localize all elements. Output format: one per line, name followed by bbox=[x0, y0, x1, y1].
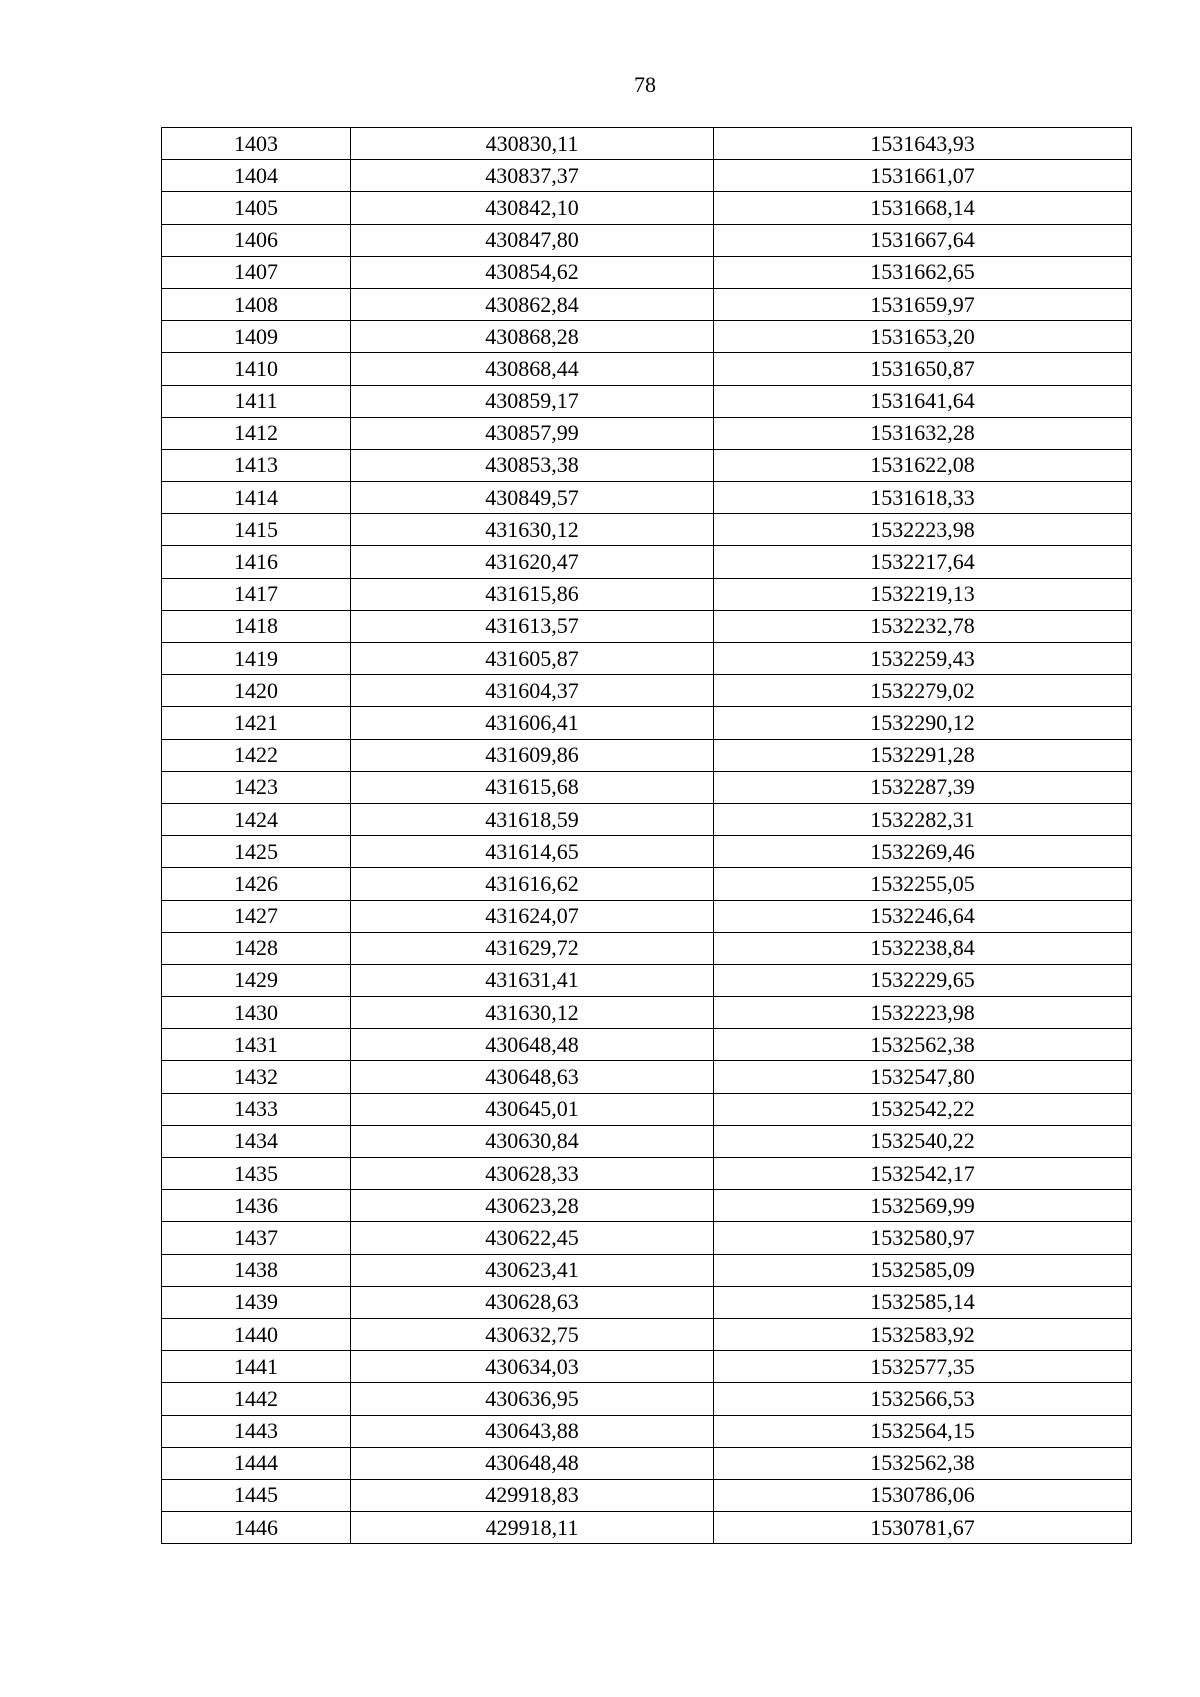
table-row bbox=[162, 385, 1132, 417]
point-number-cell: 1403 bbox=[162, 128, 351, 160]
x-coordinate-cell: 430837,37 bbox=[351, 160, 714, 192]
x-coordinate-cell: 430632,75 bbox=[351, 1318, 714, 1350]
x-coordinate-cell: 431609,86 bbox=[351, 739, 714, 771]
point-number-cell: 1417 bbox=[162, 578, 351, 610]
point-number-cell: 1431 bbox=[162, 1029, 351, 1061]
x-coordinate-cell: 429918,83 bbox=[351, 1479, 714, 1511]
point-number-cell: 1443 bbox=[162, 1415, 351, 1447]
x-coordinate-cell: 431606,41 bbox=[351, 707, 714, 739]
table-row bbox=[162, 514, 1132, 546]
x-coordinate-cell: 431630,12 bbox=[351, 514, 714, 546]
table-row bbox=[162, 1286, 1132, 1318]
point-number-cell: 1432 bbox=[162, 1061, 351, 1093]
y-coordinate-cell: 1532291,28 bbox=[714, 739, 1132, 771]
table-row bbox=[162, 192, 1132, 224]
x-coordinate-cell: 431605,87 bbox=[351, 643, 714, 675]
x-coordinate-cell: 431620,47 bbox=[351, 546, 714, 578]
point-number-cell: 1446 bbox=[162, 1512, 351, 1544]
x-coordinate-cell: 430648,63 bbox=[351, 1061, 714, 1093]
point-number-cell: 1416 bbox=[162, 546, 351, 578]
point-number-cell: 1413 bbox=[162, 449, 351, 481]
y-coordinate-cell: 1532585,14 bbox=[714, 1286, 1132, 1318]
x-coordinate-cell: 431614,65 bbox=[351, 836, 714, 868]
table-row bbox=[162, 610, 1132, 642]
x-coordinate-cell: 431604,37 bbox=[351, 675, 714, 707]
y-coordinate-cell: 1531667,64 bbox=[714, 224, 1132, 256]
y-coordinate-cell: 1531622,08 bbox=[714, 449, 1132, 481]
y-coordinate-cell: 1531650,87 bbox=[714, 353, 1132, 385]
y-coordinate-cell: 1532542,17 bbox=[714, 1158, 1132, 1190]
x-coordinate-cell: 430862,84 bbox=[351, 288, 714, 320]
point-number-cell: 1445 bbox=[162, 1479, 351, 1511]
table-row bbox=[162, 1512, 1132, 1544]
point-number-cell: 1428 bbox=[162, 932, 351, 964]
y-coordinate-cell: 1531632,28 bbox=[714, 417, 1132, 449]
x-coordinate-cell: 430854,62 bbox=[351, 256, 714, 288]
table-row bbox=[162, 739, 1132, 771]
x-coordinate-cell: 431630,12 bbox=[351, 997, 714, 1029]
point-number-cell: 1427 bbox=[162, 900, 351, 932]
table-row bbox=[162, 1222, 1132, 1254]
point-number-cell: 1424 bbox=[162, 803, 351, 835]
x-coordinate-cell: 430645,01 bbox=[351, 1093, 714, 1125]
point-number-cell: 1426 bbox=[162, 868, 351, 900]
y-coordinate-cell: 1531618,33 bbox=[714, 482, 1132, 514]
x-coordinate-cell: 431615,86 bbox=[351, 578, 714, 610]
point-number-cell: 1418 bbox=[162, 610, 351, 642]
x-coordinate-cell: 430623,28 bbox=[351, 1190, 714, 1222]
table-row bbox=[162, 803, 1132, 835]
y-coordinate-cell: 1530786,06 bbox=[714, 1479, 1132, 1511]
x-coordinate-cell: 430628,63 bbox=[351, 1286, 714, 1318]
x-coordinate-cell: 431624,07 bbox=[351, 900, 714, 932]
y-coordinate-cell: 1532542,22 bbox=[714, 1093, 1132, 1125]
point-number-cell: 1433 bbox=[162, 1093, 351, 1125]
point-number-cell: 1437 bbox=[162, 1222, 351, 1254]
point-number-cell: 1444 bbox=[162, 1447, 351, 1479]
table-row bbox=[162, 900, 1132, 932]
point-number-cell: 1422 bbox=[162, 739, 351, 771]
x-coordinate-cell: 431631,41 bbox=[351, 964, 714, 996]
x-coordinate-cell: 430648,48 bbox=[351, 1447, 714, 1479]
coordinates-table-body bbox=[162, 128, 1132, 1544]
point-number-cell: 1409 bbox=[162, 321, 351, 353]
point-number-cell: 1420 bbox=[162, 675, 351, 707]
point-number-cell: 1430 bbox=[162, 997, 351, 1029]
table-row bbox=[162, 1383, 1132, 1415]
table-row bbox=[162, 1479, 1132, 1511]
table-row bbox=[162, 675, 1132, 707]
table-row bbox=[162, 128, 1132, 160]
table-row bbox=[162, 1125, 1132, 1157]
table-row bbox=[162, 1158, 1132, 1190]
table-row bbox=[162, 868, 1132, 900]
y-coordinate-cell: 1532580,97 bbox=[714, 1222, 1132, 1254]
table-row bbox=[162, 1061, 1132, 1093]
x-coordinate-cell: 429918,11 bbox=[351, 1512, 714, 1544]
x-coordinate-cell: 430859,17 bbox=[351, 385, 714, 417]
table-row bbox=[162, 160, 1132, 192]
x-coordinate-cell: 430849,57 bbox=[351, 482, 714, 514]
table-row bbox=[162, 417, 1132, 449]
y-coordinate-cell: 1531653,20 bbox=[714, 321, 1132, 353]
x-coordinate-cell: 431629,72 bbox=[351, 932, 714, 964]
table-row bbox=[162, 1254, 1132, 1286]
coordinates-table bbox=[161, 127, 1132, 1544]
x-coordinate-cell: 430628,33 bbox=[351, 1158, 714, 1190]
point-number-cell: 1415 bbox=[162, 514, 351, 546]
point-number-cell: 1429 bbox=[162, 964, 351, 996]
y-coordinate-cell: 1532287,39 bbox=[714, 771, 1132, 803]
y-coordinate-cell: 1532566,53 bbox=[714, 1383, 1132, 1415]
y-coordinate-cell: 1532583,92 bbox=[714, 1318, 1132, 1350]
page-number: 78 bbox=[634, 72, 656, 97]
y-coordinate-cell: 1532246,64 bbox=[714, 900, 1132, 932]
point-number-cell: 1414 bbox=[162, 482, 351, 514]
table-row bbox=[162, 1447, 1132, 1479]
table-row bbox=[162, 482, 1132, 514]
y-coordinate-cell: 1532577,35 bbox=[714, 1351, 1132, 1383]
y-coordinate-cell: 1532223,98 bbox=[714, 997, 1132, 1029]
y-coordinate-cell: 1532269,46 bbox=[714, 836, 1132, 868]
point-number-cell: 1408 bbox=[162, 288, 351, 320]
x-coordinate-cell: 430853,38 bbox=[351, 449, 714, 481]
table-row bbox=[162, 578, 1132, 610]
x-coordinate-cell: 430623,41 bbox=[351, 1254, 714, 1286]
point-number-cell: 1404 bbox=[162, 160, 351, 192]
y-coordinate-cell: 1532279,02 bbox=[714, 675, 1132, 707]
point-number-cell: 1423 bbox=[162, 771, 351, 803]
y-coordinate-cell: 1532223,98 bbox=[714, 514, 1132, 546]
point-number-cell: 1434 bbox=[162, 1125, 351, 1157]
y-coordinate-cell: 1532232,78 bbox=[714, 610, 1132, 642]
point-number-cell: 1442 bbox=[162, 1383, 351, 1415]
point-number-cell: 1405 bbox=[162, 192, 351, 224]
table-row bbox=[162, 321, 1132, 353]
x-coordinate-cell: 430630,84 bbox=[351, 1125, 714, 1157]
y-coordinate-cell: 1532547,80 bbox=[714, 1061, 1132, 1093]
x-coordinate-cell: 430643,88 bbox=[351, 1415, 714, 1447]
point-number-cell: 1421 bbox=[162, 707, 351, 739]
y-coordinate-cell: 1532255,05 bbox=[714, 868, 1132, 900]
y-coordinate-cell: 1531643,93 bbox=[714, 128, 1132, 160]
table-row bbox=[162, 1351, 1132, 1383]
table-row bbox=[162, 1029, 1132, 1061]
point-number-cell: 1439 bbox=[162, 1286, 351, 1318]
x-coordinate-cell: 431613,57 bbox=[351, 610, 714, 642]
y-coordinate-cell: 1532585,09 bbox=[714, 1254, 1132, 1286]
table-row bbox=[162, 353, 1132, 385]
point-number-cell: 1411 bbox=[162, 385, 351, 417]
y-coordinate-cell: 1532540,22 bbox=[714, 1125, 1132, 1157]
point-number-cell: 1419 bbox=[162, 643, 351, 675]
table-row bbox=[162, 707, 1132, 739]
x-coordinate-cell: 430847,80 bbox=[351, 224, 714, 256]
y-coordinate-cell: 1530781,67 bbox=[714, 1512, 1132, 1544]
y-coordinate-cell: 1532219,13 bbox=[714, 578, 1132, 610]
table-row bbox=[162, 1318, 1132, 1350]
table-row bbox=[162, 771, 1132, 803]
y-coordinate-cell: 1531641,64 bbox=[714, 385, 1132, 417]
point-number-cell: 1425 bbox=[162, 836, 351, 868]
x-coordinate-cell: 431616,62 bbox=[351, 868, 714, 900]
x-coordinate-cell: 430857,99 bbox=[351, 417, 714, 449]
y-coordinate-cell: 1531662,65 bbox=[714, 256, 1132, 288]
x-coordinate-cell: 430648,48 bbox=[351, 1029, 714, 1061]
y-coordinate-cell: 1532564,15 bbox=[714, 1415, 1132, 1447]
y-coordinate-cell: 1531659,97 bbox=[714, 288, 1132, 320]
table-row bbox=[162, 546, 1132, 578]
y-coordinate-cell: 1531661,07 bbox=[714, 160, 1132, 192]
x-coordinate-cell: 431615,68 bbox=[351, 771, 714, 803]
table-row bbox=[162, 997, 1132, 1029]
table-row bbox=[162, 224, 1132, 256]
x-coordinate-cell: 431618,59 bbox=[351, 803, 714, 835]
y-coordinate-cell: 1531668,14 bbox=[714, 192, 1132, 224]
table-row bbox=[162, 836, 1132, 868]
x-coordinate-cell: 430636,95 bbox=[351, 1383, 714, 1415]
table-row bbox=[162, 932, 1132, 964]
y-coordinate-cell: 1532569,99 bbox=[714, 1190, 1132, 1222]
point-number-cell: 1435 bbox=[162, 1158, 351, 1190]
point-number-cell: 1407 bbox=[162, 256, 351, 288]
x-coordinate-cell: 430868,44 bbox=[351, 353, 714, 385]
x-coordinate-cell: 430842,10 bbox=[351, 192, 714, 224]
x-coordinate-cell: 430830,11 bbox=[351, 128, 714, 160]
point-number-cell: 1440 bbox=[162, 1318, 351, 1350]
point-number-cell: 1436 bbox=[162, 1190, 351, 1222]
table-row bbox=[162, 256, 1132, 288]
table-row bbox=[162, 964, 1132, 996]
y-coordinate-cell: 1532238,84 bbox=[714, 932, 1132, 964]
y-coordinate-cell: 1532562,38 bbox=[714, 1447, 1132, 1479]
y-coordinate-cell: 1532290,12 bbox=[714, 707, 1132, 739]
table-row bbox=[162, 288, 1132, 320]
x-coordinate-cell: 430622,45 bbox=[351, 1222, 714, 1254]
table-row bbox=[162, 1093, 1132, 1125]
table-row bbox=[162, 449, 1132, 481]
point-number-cell: 1438 bbox=[162, 1254, 351, 1286]
y-coordinate-cell: 1532282,31 bbox=[714, 803, 1132, 835]
y-coordinate-cell: 1532217,64 bbox=[714, 546, 1132, 578]
point-number-cell: 1410 bbox=[162, 353, 351, 385]
table-row bbox=[162, 1190, 1132, 1222]
y-coordinate-cell: 1532562,38 bbox=[714, 1029, 1132, 1061]
point-number-cell: 1412 bbox=[162, 417, 351, 449]
table-row bbox=[162, 643, 1132, 675]
point-number-cell: 1441 bbox=[162, 1351, 351, 1383]
y-coordinate-cell: 1532229,65 bbox=[714, 964, 1132, 996]
x-coordinate-cell: 430868,28 bbox=[351, 321, 714, 353]
table-row bbox=[162, 1415, 1132, 1447]
y-coordinate-cell: 1532259,43 bbox=[714, 643, 1132, 675]
point-number-cell: 1406 bbox=[162, 224, 351, 256]
x-coordinate-cell: 430634,03 bbox=[351, 1351, 714, 1383]
